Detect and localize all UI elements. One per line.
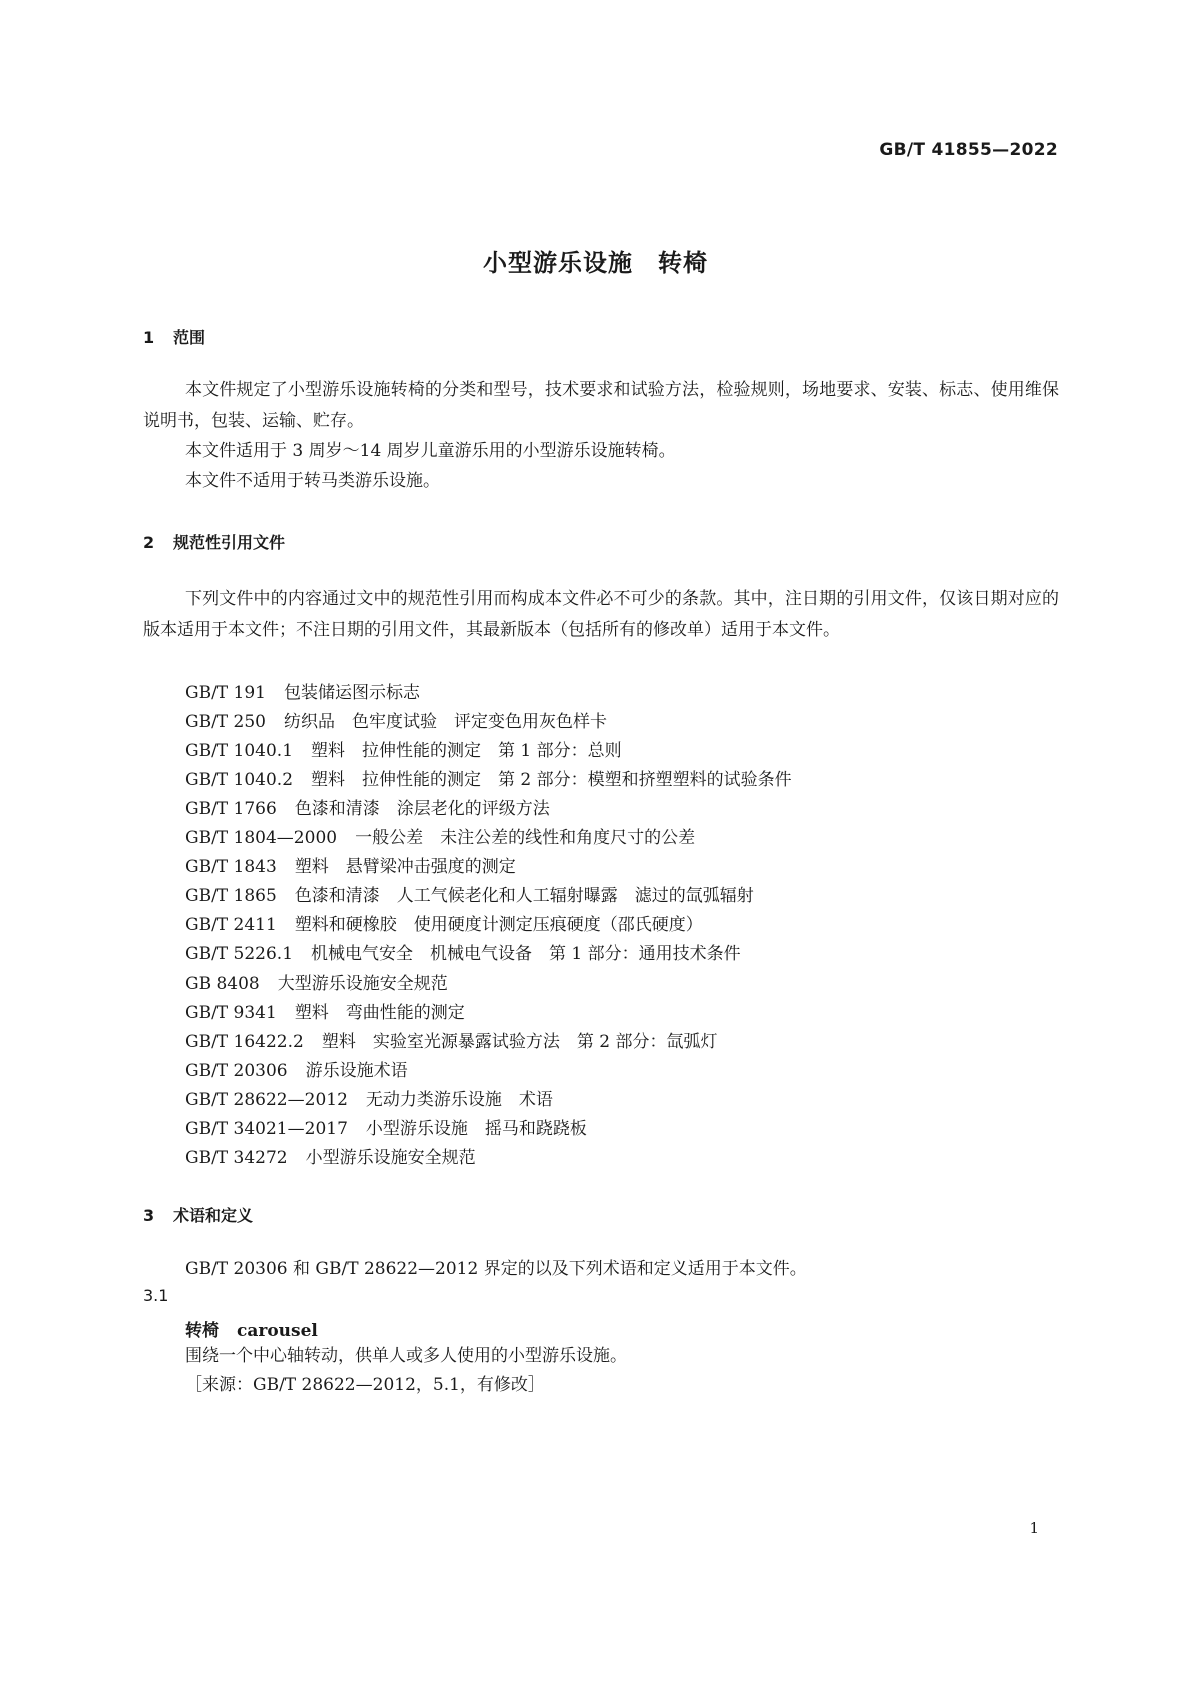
section-title: 范围: [173, 328, 206, 347]
reference-item: [185, 736, 622, 761]
reference-title: 塑料 弯曲性能的测定: [294, 1003, 465, 1023]
reference-item: [185, 998, 465, 1023]
reference-title: 塑料和硬橡胶 使用硬度计测定压痕硬度（邵氏硬度）: [294, 915, 703, 935]
term-definition: 围绕一个中心轴转动，供单人或多人使用的小型游乐设施。: [185, 1346, 627, 1366]
reference-item: [185, 852, 516, 877]
reference-item: [185, 823, 695, 848]
reference-code: GB/T 250: [185, 712, 266, 732]
reference-code: GB/T 9341: [185, 1003, 277, 1023]
reference-item: [185, 707, 607, 732]
reference-item: [185, 678, 420, 703]
reference-item: [185, 1085, 553, 1110]
terms-intro: GB/T 20306 和 GB/T 28622—2012 界定的以及下列术语和定义适用于本文件。: [185, 1259, 807, 1279]
section-number: 2: [143, 533, 155, 552]
reference-item: [185, 881, 754, 906]
page-number: 1: [1029, 1519, 1039, 1537]
reference-title: 大型游乐设施安全规范: [277, 974, 448, 994]
section-title: 术语和定义: [173, 1206, 254, 1225]
reference-item: [185, 910, 703, 935]
reference-item: [185, 1056, 408, 1081]
references-intro: 下列文件中的内容通过文中的规范性引用而构成本文件必不可少的条款。其中，注日期的引用文件，仅该日期对应的版本适用于本文件；不注日期的引用文件，其最新版本（包括所有的修改单）适用于本文件。: [143, 589, 1059, 640]
reference-title: 色漆和清漆 涂层老化的评级方法: [294, 799, 550, 819]
reference-code: GB/T 1766: [185, 799, 277, 819]
reference-title: 塑料 实验室光源暴露试验方法 第 2 部分：氙弧灯: [321, 1032, 718, 1052]
reference-item: [185, 1114, 587, 1139]
term-number: 3.1: [143, 1286, 169, 1305]
reference-title: 塑料 拉伸性能的测定 第 1 部分：总则: [311, 741, 622, 761]
reference-title: 塑料 拉伸性能的测定 第 2 部分：模塑和挤塑塑料的试验条件: [311, 770, 792, 790]
reference-code: GB/T 34021—2017: [185, 1119, 348, 1139]
term-chinese: 转椅: [185, 1321, 219, 1341]
term-english: carousel: [237, 1321, 318, 1341]
reference-title: 游乐设施术语: [305, 1061, 408, 1081]
reference-code: GB/T 1804—2000: [185, 828, 338, 848]
reference-title: 一般公差 未注公差的线性和角度尺寸的公差: [355, 828, 696, 848]
reference-code: GB/T 1865: [185, 886, 277, 906]
reference-item: [185, 1143, 476, 1168]
scope-exclusion: 本文件不适用于转马类游乐设施。: [185, 471, 440, 491]
section-number: 3: [143, 1206, 155, 1225]
term-source: ［来源：GB/T 28622—2012，5.1，有修改］: [185, 1375, 545, 1395]
reference-title: 塑料 悬臂梁冲击强度的测定: [294, 857, 516, 877]
reference-code: GB/T 16422.2: [185, 1032, 304, 1052]
reference-code: GB/T 34272: [185, 1148, 288, 1168]
reference-title: 无动力类游乐设施 术语: [365, 1090, 553, 1110]
reference-title: 小型游乐设施 摇马和跷跷板: [365, 1119, 587, 1139]
reference-item: [185, 939, 741, 964]
reference-title: 机械电气安全 机械电气设备 第 1 部分：通用技术条件: [311, 944, 741, 964]
section-1-heading: [143, 325, 205, 348]
reference-code: GB/T 28622—2012: [185, 1090, 348, 1110]
reference-code: GB/T 2411: [185, 915, 277, 935]
section-number: 1: [143, 328, 155, 347]
reference-item: [185, 1027, 717, 1052]
scope-applicability: 本文件适用于 3 周岁～14 周岁儿童游乐用的小型游乐设施转椅。: [185, 441, 676, 461]
reference-title: 色漆和清漆 人工气候老化和人工辐射曝露 滤过的氙弧辐射: [294, 886, 754, 906]
reference-code: GB 8408: [185, 974, 260, 994]
section-2-heading: [143, 530, 285, 553]
standard-code: GB/T 41855—2022: [879, 140, 1058, 160]
reference-item: [185, 765, 792, 790]
section-title: 规范性引用文件: [173, 533, 286, 552]
section-3-heading: [143, 1203, 253, 1226]
reference-title: 纺织品 色牢度试验 评定变色用灰色样卡: [284, 712, 607, 732]
reference-title: 包装储运图示标志: [284, 683, 420, 703]
reference-code: GB/T 20306: [185, 1061, 288, 1081]
term-entry: [185, 1316, 318, 1341]
scope-paragraph: 本文件规定了小型游乐设施转椅的分类和型号，技术要求和试验方法，检验规则，场地要求、安装、标志、使用维保说明书，包装、运输、贮存。: [143, 380, 1059, 431]
reference-code: GB/T 191: [185, 683, 266, 703]
reference-code: GB/T 1040.1: [185, 741, 294, 761]
reference-code: GB/T 1843: [185, 857, 277, 877]
reference-item: [185, 794, 550, 819]
reference-code: GB/T 1040.2: [185, 770, 294, 790]
reference-title: 小型游乐设施安全规范: [305, 1148, 476, 1168]
reference-item: [185, 969, 448, 994]
reference-code: GB/T 5226.1: [185, 944, 294, 964]
document-title: 小型游乐设施 转椅: [483, 249, 708, 277]
